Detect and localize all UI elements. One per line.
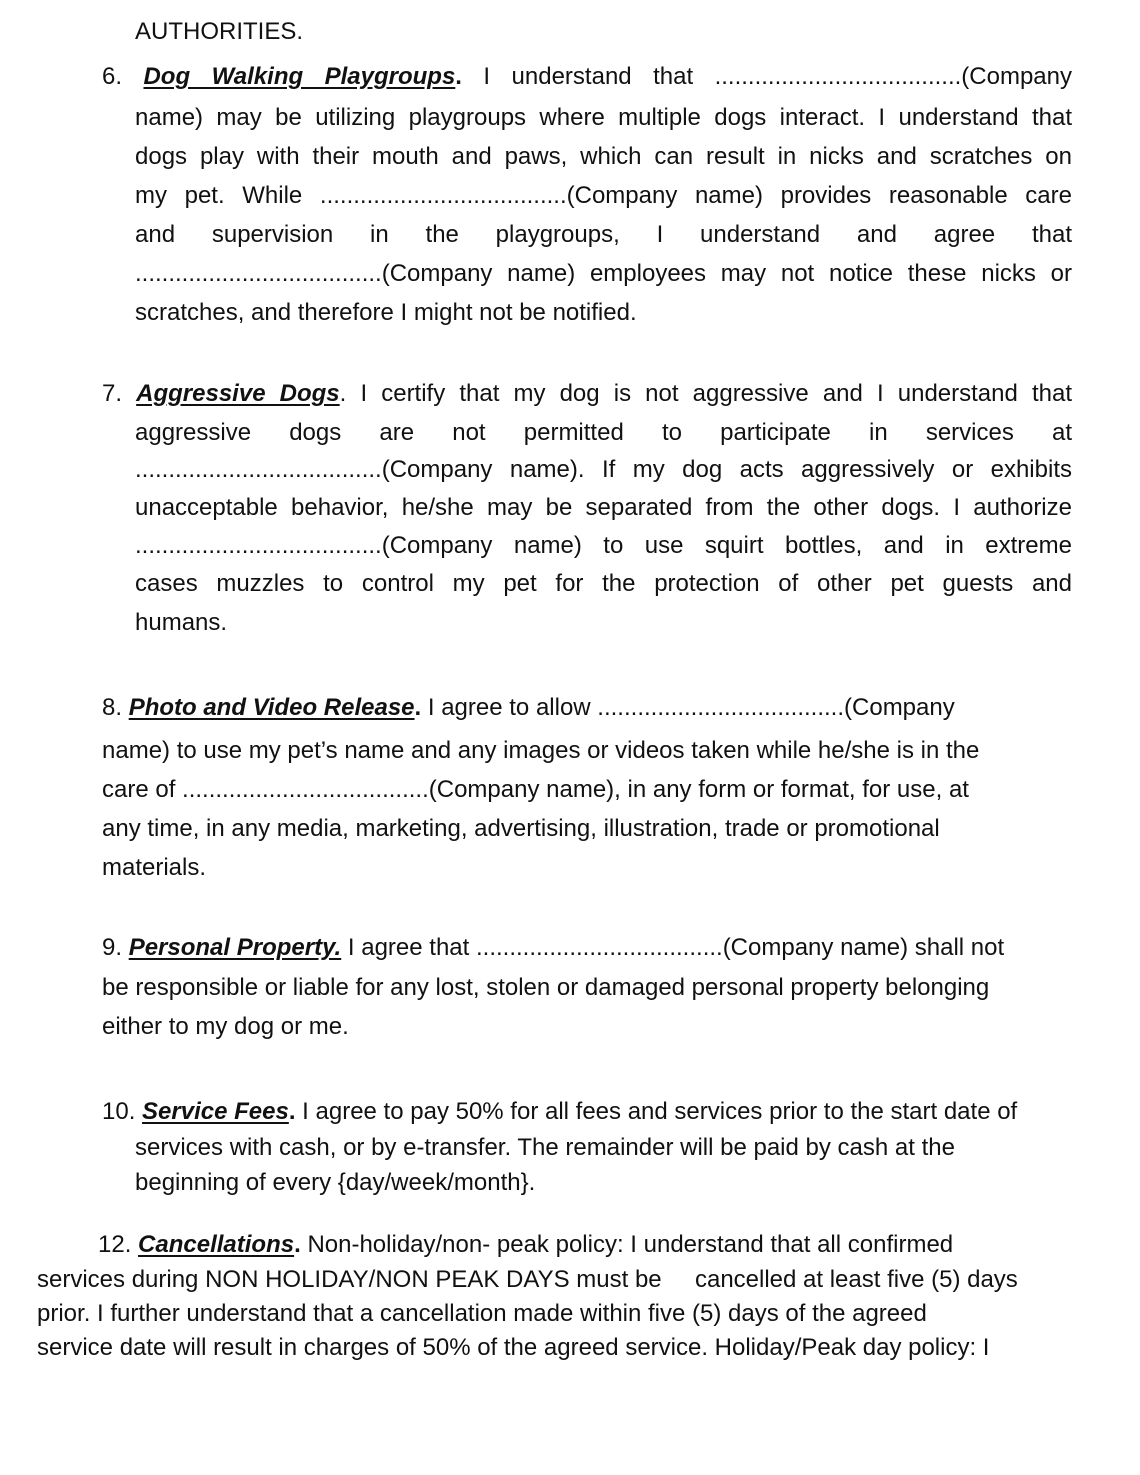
section-10-line-3: beginning of every {day/week/month}. — [135, 1169, 536, 1196]
section-9-heading: Personal Property. — [128, 934, 342, 961]
section-7-first-line: 7. Aggressive Dogs. I certify that my dog is not aggressive and I understand that — [102, 380, 1072, 407]
section-8-line-3: care of .....................................(Company name), in any form or format, for use, at — [102, 776, 969, 803]
section-7-line-3: .....................................(Company name). If my dog acts aggressively or exhibits — [135, 456, 1072, 483]
section-6-line-4: my pet. While .....................................(Company name) provides reasonable care — [135, 182, 1072, 209]
section-9-number: 9. — [102, 934, 123, 961]
section-6-line-5: and supervision in the playgroups, I understand and agree that — [135, 221, 1072, 248]
section-7-heading: Aggressive Dogs — [136, 380, 340, 407]
section-6-line-3: dogs play with their mouth and paws, which can result in nicks and scratches on — [135, 143, 1072, 170]
section-7-number: 7. — [102, 380, 123, 407]
section-8-line-5: materials. — [102, 854, 207, 881]
section-7-line-4: unacceptable behavior, he/she may be separated from the other dogs. I authorize — [135, 494, 1072, 521]
section-6-number: 6. — [102, 63, 123, 90]
section-7-line-1: I certify that my dog is not aggressive and I understand that — [360, 380, 1072, 407]
section-12-line-4: service date will result in charges of 50% of the agreed service. Holiday/Peak day policy: I — [37, 1334, 990, 1361]
section-12-line-1: Non-holiday/non- peak policy: I understand that all confirmed — [307, 1231, 954, 1258]
section-9-first-line — [102, 933, 1004, 963]
section-6-line-7: scratches, and therefore I might not be notified. — [135, 299, 637, 326]
section-12-line-3: prior. I further understand that a cancellation made within five (5) days of the agreed — [37, 1300, 927, 1327]
section-7-line-5: .....................................(Company name) to use squirt bottles, and in extreme — [135, 532, 1072, 559]
section-8-heading: Photo and Video Release — [128, 694, 415, 721]
section-8-first-line: 8. Photo and Video Release. I agree to allow .....................................(Company — [102, 694, 955, 721]
section-6-line-2: name) may be utilizing playgroups where multiple dogs interact. I understand that — [135, 104, 1072, 131]
section-12-line-2: services during NON HOLIDAY/NON PEAK DAYS must be cancelled at least five (5) days — [37, 1266, 1018, 1293]
section-7-line-6: cases muzzles to control my pet for the protection of other pet guests and — [135, 570, 1072, 597]
section-8-number: 8. — [102, 694, 123, 721]
section-9-line-1: I agree that .....................................(Company name) shall not — [347, 934, 1005, 961]
section-12-number: 12. — [98, 1231, 132, 1258]
section-10-first-line: 10. Service Fees. I agree to pay 50% for all fees and services prior to the start date of — [102, 1098, 1018, 1125]
section-6-first-line: 6. Dog Walking Playgroups. I understand that .....................................(Company — [102, 63, 1072, 90]
section-10-line-1: I agree to pay 50% for all fees and services prior to the start date of — [302, 1098, 1018, 1125]
section-9-line-2: be responsible or liable for any lost, stolen or damaged personal property belonging — [102, 974, 990, 1001]
continuation-text: AUTHORITIES. — [135, 18, 304, 45]
section-7-line-7: humans. — [135, 609, 228, 636]
section-9-line-3: either to my dog or me. — [102, 1013, 349, 1040]
section-12-first-line: 12. Cancellations. Non-holiday/non- peak policy: I understand that all confirmed — [98, 1231, 954, 1258]
section-6-line-1: I understand that .....................................(Company — [483, 63, 1072, 90]
section-10-number: 10. — [102, 1098, 136, 1125]
section-7-line-2: aggressive dogs are not permitted to participate in services at — [135, 419, 1072, 446]
section-12-heading: Cancellations — [138, 1231, 295, 1258]
section-10-line-2: services with cash, or by e-transfer. The remainder will be paid by cash at the — [135, 1134, 955, 1161]
section-8-line-1: I agree to allow .....................................(Company — [427, 694, 955, 721]
section-8-line-2: name) to use my pet’s name and any images or videos taken while he/she is in the — [102, 737, 980, 764]
section-6-line-6: .....................................(Company name) employees may not notice these nicks or — [135, 260, 1072, 287]
section-6-heading: Dog Walking Playgroups — [143, 63, 456, 90]
section-8-line-4: any time, in any media, marketing, advertising, illustration, trade or promotional — [102, 815, 940, 842]
section-10-heading: Service Fees — [142, 1098, 289, 1125]
